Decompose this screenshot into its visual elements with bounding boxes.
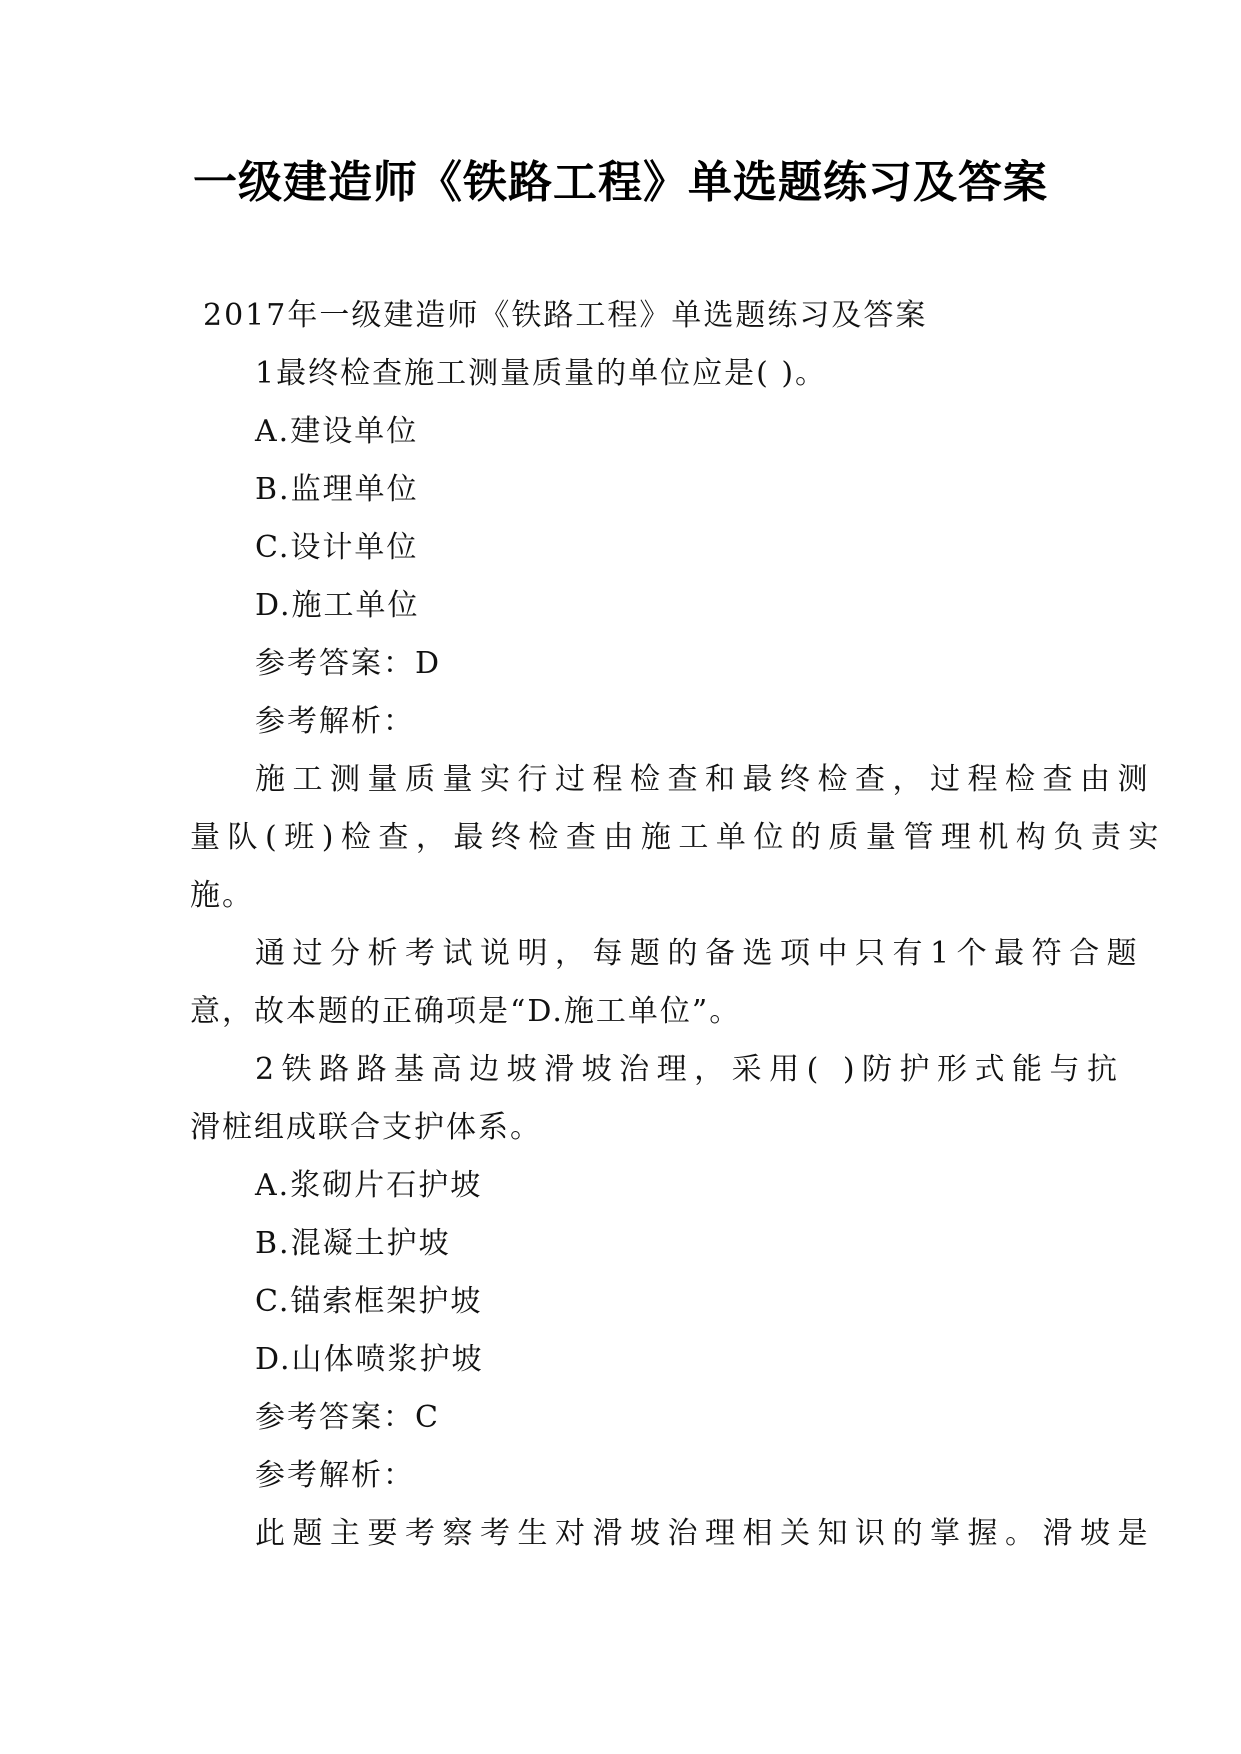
question-1-analysis-line: 施。 <box>190 878 254 913</box>
question-1-answer: 参考答案：D <box>255 646 442 681</box>
question-2-option-b: B.混凝土护坡 <box>255 1226 451 1261</box>
document-subtitle: 2017年一级建造师《铁路工程》单选题练习及答案 <box>203 298 928 333</box>
question-2-stem-line: 2铁路路基高边坡滑坡治理，采用( )防护形式能与抗 <box>255 1052 1125 1087</box>
question-1-analysis-line: 意，故本题的正确项是“D.施工单位”。 <box>190 994 742 1029</box>
question-2-option-d: D.山体喷浆护坡 <box>255 1342 484 1377</box>
question-2-option-c: C.锚索框架护坡 <box>255 1284 483 1319</box>
question-1-stem: 1最终检查施工测量质量的单位应是( )。 <box>255 356 828 391</box>
document-title: 一级建造师《铁路工程》单选题练习及答案 <box>193 157 1048 208</box>
question-1-option-c: C.设计单位 <box>255 530 419 565</box>
question-1-analysis-line: 施工测量质量实行过程检查和最终检查，过程检查由测 <box>255 762 1155 797</box>
question-1-analysis-line: 量队(班)检查，最终检查由施工单位的质量管理机构负责实 <box>190 820 1166 855</box>
question-1-analysis-label: 参考解析： <box>255 704 415 739</box>
question-2-answer: 参考答案：C <box>255 1400 440 1435</box>
question-2-analysis-label: 参考解析： <box>255 1458 415 1493</box>
question-2-option-a: A.浆砌片石护坡 <box>255 1168 483 1203</box>
question-2-stem-line: 滑桩组成联合支护体系。 <box>190 1110 542 1145</box>
question-2-analysis-line: 此题主要考察考生对滑坡治理相关知识的掌握。滑坡是 <box>255 1516 1155 1551</box>
question-1-option-a: A.建设单位 <box>255 414 419 449</box>
question-1-analysis-line: 通过分析考试说明，每题的备选项中只有1个最符合题 <box>255 936 1145 971</box>
question-1-option-b: B.监理单位 <box>255 472 419 507</box>
question-1-option-d: D.施工单位 <box>255 588 420 623</box>
